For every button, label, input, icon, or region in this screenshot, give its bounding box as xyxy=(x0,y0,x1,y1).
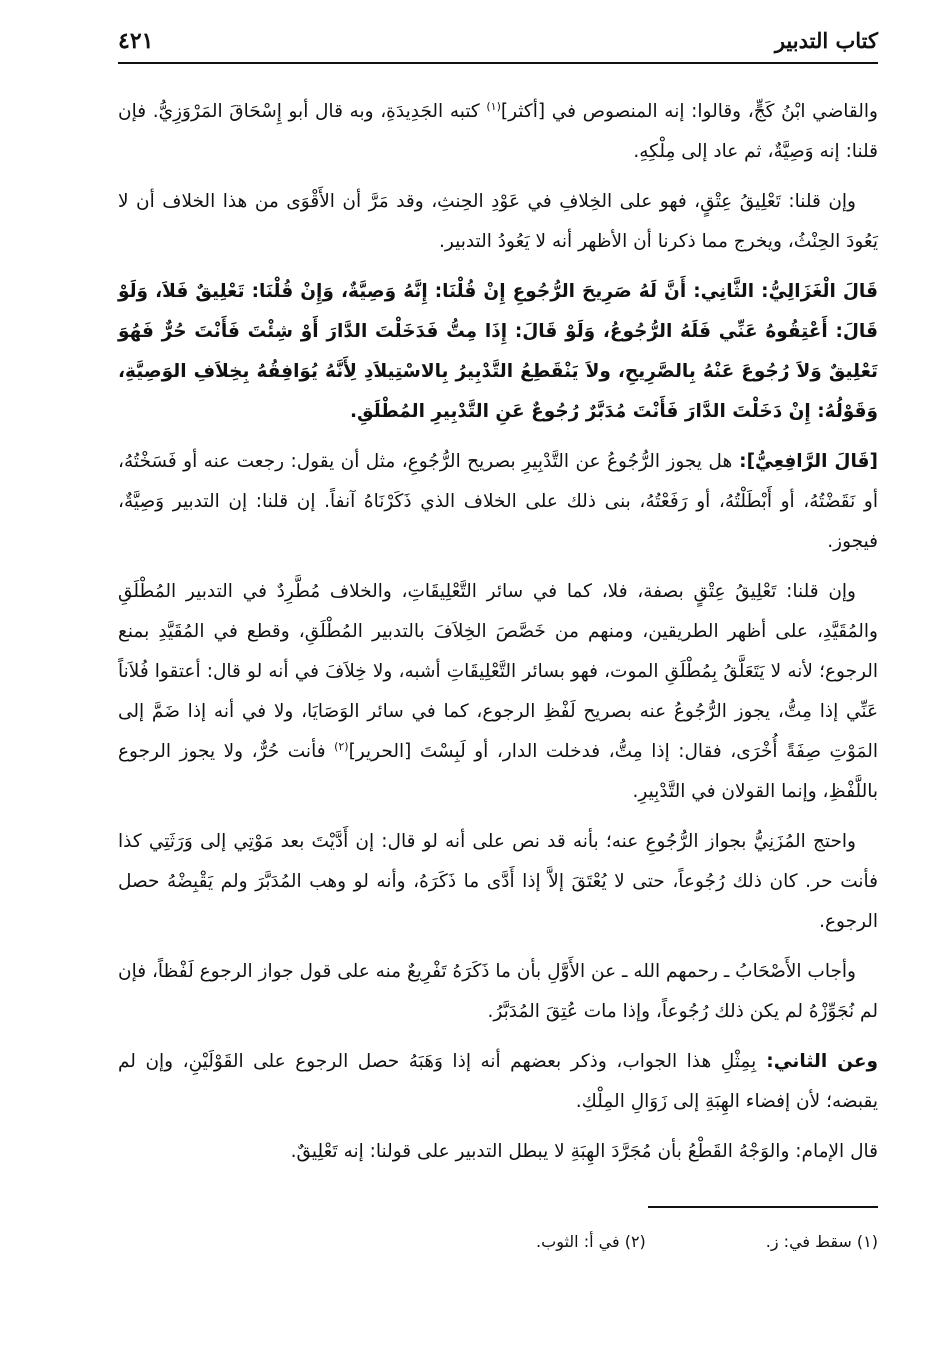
header-divider xyxy=(118,62,878,64)
main-text xyxy=(118,92,878,1172)
speaker-label: [قَالَ الرَّافِعِيُّ]: xyxy=(732,451,878,472)
footnote: (٢) في أ: الثوب. xyxy=(536,1232,646,1251)
footnote-divider xyxy=(648,1206,878,1208)
paragraph: وعن الثاني: بِمِثْلِ هذا الجواب، وذكر بعضهم أنه إذا وَهَبَهُ حصل الرجوع على القَوْلَيْنِ، وإن لم يقبضه؛ لأن إفضاء الهِبَةِ إلى زَوَالِ المِلْكِ. xyxy=(118,1051,879,1112)
footnote: (١) سقط في: ز. xyxy=(765,1232,878,1251)
paragraph: وإن قلنا: تَعْلِيقُ عِتْقٍ، فهو على الخِلافِ في عَوْدِ الحِنثِ، وقد مَرَّ أن الأَقْوَى من هذا الخلاف أن لا يَعُودَ الحِنْثُ، ويخرج مما ذكرنا أن الأظهر أنه لا يَعُودُ التدبير. xyxy=(118,191,878,252)
paragraph: وأجاب الأَصْحَابُ ـ رحمهم الله ـ عن الأَوَّلِ بأن ما ذَكَرَهُ تَفْرِيعٌ منه على قول جواز الرجوع لَفْظاً، فإن لم نُجَوِّزْهُ لم يكن ذلك رُجُوعاً، وإذا مات عُتِقَ المُدَبَّرُ. xyxy=(118,961,878,1022)
footnote-marker: (٢) xyxy=(334,739,349,753)
section-label: وعن الثاني: xyxy=(756,1051,879,1072)
footnotes xyxy=(118,1230,878,1254)
paragraph: والقاضي ابْنُ كَجٍّ، وقالوا: إنه المنصوص في [أكثر]$^{(١)}$ كتبه الجَدِيدَةِ، وبه قال أبو إِسْحَاقَ المَرْوَزِيُّ. فإن قلنا: إنه وَصِيَّةٌ، ثم عاد إلى مِلْكِهِ. xyxy=(118,99,878,162)
paragraph: قال الإمام: والوَجْهُ القَطْعُ بأن مُجَرَّدَ الهِبَةِ لا يبطل التدبير على قولنا: إنه تَعْلِيقٌ. xyxy=(290,1141,878,1162)
footnote-marker: (١) xyxy=(486,99,501,113)
ghazali-paragraph: قَالَ الْغَزَالِيُّ: الثَّانِي: أَنَّ لَهُ صَرِيحَ الرُّجُوعِ إِنْ قُلْنَا: إِنَّهُ وَصِيَّةٌ، وَإِنْ قُلْنَا: تَعْلِيقٌ فَلاَ، وَلَوْ قَالَ: أَعْتِقُوهُ عَنِّي فَلَهُ الرُّجُوعُ، وَلَوْ قَالَ: إِذَا مِتُّ فَدَخَلْتَ الدَّارَ أَوْ شِئْتَ فَأَنْتَ حُرٌّ فَهُوَ تَعْلِيقٌ وَلاَ رُجُوعَ عَنْهُ بِالصَّرِيحِ، ولاَ يَنْقَطِعُ التَّدْبِيرُ بِالاسْتِيلاَدِ لِأَنَّهُ يُوَافِقُهُ بِخِلاَفِ الوَصِيَّةِ، وَقَوْلُهُ: إِنْ دَخَلْتَ الدَّارَ فَأَنْتَ مُدَبَّرٌ رُجُوعٌ عَنِ التَّدْبِيرِ المُطْلَقِ. xyxy=(118,281,878,422)
page-number: ٤٢١ xyxy=(118,28,154,54)
running-title: كتاب التدبير xyxy=(774,28,878,53)
speaker-label: قَالَ الْغَزَالِيُّ: xyxy=(754,281,878,302)
page-header xyxy=(118,22,878,56)
paragraph: واحتج المُزَنِيُّ بجواز الرُّجُوعِ عنه؛ بأنه قد نص على أنه لو قال: إن أَدَّيْتَ بعد مَوْتِي إلى وَرَثَتِي كذا فأنت حر. كان ذلك رُجُوعاً، حتى لا يُعْتَقَ إلاَّ إذا أَدَّى ما ذَكَرَهُ، وأنه لو وهب المُدَبَّرَ ولم يَقْبِضْهُ حصل الرجوع. xyxy=(118,831,878,932)
rafii-paragraph: [قَالَ الرَّافِعِيُّ]: هل يجوز الرُّجُوعُ عن التَّدْبِيرِ بصريح الرُّجُوعِ، مثل أن يقول: رجعت عنه أو فَسَخْتُهُ، أو نَقَضْتُهُ، أو أَبْطَلْتُهُ، أو رَفَعْتُهُ، بنى ذلك على الخلاف الذي ذَكَرْنَاهُ آنفاً. إن قلنا: إن التدبير وَصِيَّةٌ، فيجوز. xyxy=(118,451,878,552)
book-page xyxy=(118,22,878,1322)
paragraph: وإن قلنا: تَعْلِيقُ عِتْقٍ بصفة، فلا، كما في سائر التَّعْلِيقَاتِ، والخلاف مُطَّرِدٌ في التدبير المُطْلَقِ والمُقَيَّدِ، على أظهر الطريقين، ومنهم من خَصَّصَ الخِلاَفَ بالتدبير المُطْلَقِ، وقطع في المُقَيَّدِ بمنع الرجوع؛ لأنه لا يَتَعَلَّقُ بِمُطْلَقِ الموت، فهو بسائر التَّعْلِيقَاتِ أشبه، ولا خِلاَفَ في أنه لو قال: أعتقوا فُلاَناً عَنِّي إذا مِتُّ، يجوز الرُّجُوعُ عنه بصريح لَفْظِ الرجوع، كما في سائر الوَصَايَا، ولا في أنه إذا ضَمَّ إلى المَوْتِ صِفَةً أُخْرَى، فقال: إذا مِتُّ، فدخلت الدار، أو لَبِسْتَ [الحرير]$^{(٢)}$ فأنت حُرٌّ، ولا يجوز الرجوع باللَّفْظِ، وإنما القولان في التَّدْبِيرِ. xyxy=(118,581,878,802)
